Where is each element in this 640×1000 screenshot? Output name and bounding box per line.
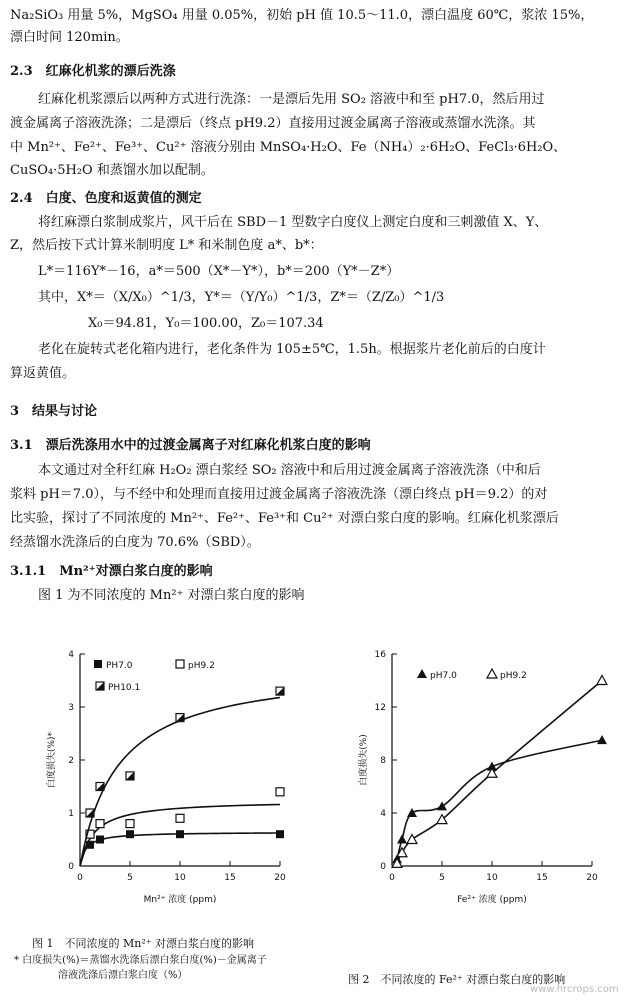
x-tick-label: 15	[224, 873, 236, 883]
text-line: 红麻化机浆漂后以两种方式进行洗涤：一是漂后先用 SO₂ 溶液中和至 pH7.0，然后用过	[38, 92, 545, 107]
data-point	[407, 808, 417, 817]
text-line: 漂白时间 120min。	[10, 30, 129, 45]
x-tick-label: 20	[274, 873, 286, 883]
data-point	[276, 687, 284, 695]
text-line: 算返黄值。	[10, 366, 76, 381]
x-tick-label: 5	[127, 873, 133, 883]
figure-2-caption: 图 2 不同浓度的 Fe²⁺ 对漂白浆白度的影响	[348, 973, 566, 986]
data-point	[407, 835, 417, 844]
figure-2-chart	[330, 640, 622, 912]
section-heading: 3.1 漂后洗涤用水中的过渡金属离子对红麻化机浆白度的影响	[10, 438, 371, 453]
y-tick-label: 3	[68, 703, 74, 713]
figure-1-note: * 白度损失(%)＝蒸馏水洗涤后漂白浆白度(%)－金属离子	[14, 955, 267, 966]
x-tick-label: 5	[439, 873, 445, 883]
y-tick-label: 16	[374, 650, 386, 660]
data-point	[597, 676, 607, 685]
data-point	[437, 801, 447, 810]
y-tick-label: 0	[380, 862, 386, 872]
figure-1-chart	[18, 640, 310, 912]
text-line: 将红麻漂白浆制成浆片，风干后在 SBD－1 型数字白度仪上测定白度和三刺激值 X、Y、	[38, 215, 548, 230]
text-line: 比实验，探讨了不同浓度的 Mn²⁺、Fe²⁺、Fe³⁺和 Cu²⁺ 对漂白浆白度的影响。红麻化机浆漂后	[10, 511, 559, 526]
figure-1-note: 溶液洗涤后漂白浆白度（%）	[58, 970, 188, 981]
figure-1-caption: 图 1 不同浓度的 Mn²⁺ 对漂白浆白度的影响	[32, 937, 255, 950]
section-heading: 2.3 红麻化机浆的漂后洗涤	[10, 64, 176, 79]
y-axis-label: 白度损失(%)*	[47, 731, 57, 789]
data-point	[96, 820, 104, 828]
data-point	[86, 809, 94, 817]
text-line: 图 1 为不同浓度的 Mn²⁺ 对漂白浆白度的影响	[38, 588, 305, 603]
x-tick-label: 20	[586, 873, 598, 883]
legend-label: PH10.1	[108, 683, 141, 693]
data-point	[96, 836, 104, 844]
text-line: 浆料 pH＝7.0），与不经中和处理而直接用过渡金属离子溶液洗涤（漂白终点 pH＝9.2）的对	[10, 487, 548, 502]
x-tick-label: 0	[77, 873, 83, 883]
x-tick-label: 10	[174, 873, 186, 883]
data-point	[176, 714, 184, 722]
data-point	[487, 669, 497, 678]
series-line	[80, 698, 280, 866]
data-point	[276, 830, 284, 838]
data-point	[96, 682, 104, 690]
data-point	[597, 735, 607, 744]
text-line: 经蒸馏水洗涤后的白度为 70.6%（SBD）。	[10, 535, 260, 550]
y-tick-label: 4	[380, 809, 386, 819]
data-point	[276, 788, 284, 796]
text-line: 渡金属离子溶液洗涤；二是漂后（终点 pH9.2）直接用过渡金属离子溶液或蒸馏水洗涤。其	[10, 116, 536, 131]
data-point	[126, 820, 134, 828]
data-point	[96, 783, 104, 791]
legend-label: pH7.0	[430, 671, 457, 681]
series-group	[392, 676, 607, 868]
section-heading: 3 结果与讨论	[10, 404, 98, 419]
section-heading: 3.1.1 Mn²⁺对漂白浆白度的影响	[10, 564, 213, 579]
text-line: CuSO₄·5H₂O 和蒸馏水加以配制。	[10, 163, 214, 178]
watermark: www.hrcrops.com	[530, 984, 619, 995]
data-point	[176, 814, 184, 822]
x-tick-label: 0	[389, 873, 395, 883]
formula-line: L*＝116Y*－16，a*＝500（X*－Y*），b*＝200（Y*－Z*）	[38, 264, 400, 279]
x-tick-label: 10	[486, 873, 498, 883]
y-tick-label: 12	[374, 703, 386, 713]
legend	[94, 660, 215, 693]
formula-line: 其中，X*＝（X/X₀）^1/3，Y*＝（Y/Y₀）^1/3，Z*＝（Z/Z₀）^1/3	[38, 290, 445, 305]
x-axis-label: Mn²⁺ 浓度 (ppm)	[143, 895, 217, 905]
data-point	[176, 660, 184, 668]
y-axis-label: 白度损失(%)	[359, 734, 369, 786]
y-tick-label: 8	[380, 756, 386, 766]
data-point	[94, 660, 102, 668]
text-line: 中 Mn²⁺、Fe²⁺、Fe³⁺、Cu²⁺ 溶液分别由 MnSO₄·H₂O、Fe（NH₄）₂·6H₂O、FeCl₃·6H₂O、	[10, 140, 567, 155]
y-tick-label: 2	[68, 756, 74, 766]
text-line: Na₂SiO₃ 用量 5%，MgSO₄ 用量 0.05%，初始 pH 值 10.5～11.0，漂白温度 60℃，浆浓 15%，	[10, 8, 594, 23]
formula-line: X₀＝94.81，Y₀＝100.00，Z₀＝107.34	[88, 316, 324, 331]
legend-label: pH9.2	[500, 671, 527, 681]
data-point	[126, 772, 134, 780]
data-point	[417, 669, 427, 678]
x-axis-label: Fe²⁺ 浓度 (ppm)	[457, 895, 527, 905]
text-line: 老化在旋转式老化箱内进行，老化条件为 105±5℃，1.5h。根据浆片老化前后的白度计	[38, 342, 546, 357]
legend-label: pH9.2	[188, 661, 215, 671]
series-line	[397, 740, 602, 859]
series-group	[80, 687, 284, 866]
section-heading: 2.4 白度、色度和返黄值的测定	[10, 191, 202, 206]
data-point	[176, 830, 184, 838]
text-line: 本文通过对全秆红麻 H₂O₂ 漂白浆经 SO₂ 溶液中和后用过渡金属离子溶液洗涤（中和后	[38, 463, 541, 478]
y-tick-label: 1	[68, 809, 74, 819]
text-line: Z，然后按下式计算米制明度 L* 和米制色度 a*、b*：	[10, 238, 323, 253]
series-line	[397, 681, 602, 864]
y-tick-label: 0	[68, 862, 74, 872]
data-point	[397, 835, 407, 844]
legend-label: PH7.0	[106, 661, 133, 671]
data-point	[126, 830, 134, 838]
y-tick-label: 4	[68, 650, 74, 660]
legend	[417, 669, 527, 681]
x-tick-label: 15	[536, 873, 548, 883]
